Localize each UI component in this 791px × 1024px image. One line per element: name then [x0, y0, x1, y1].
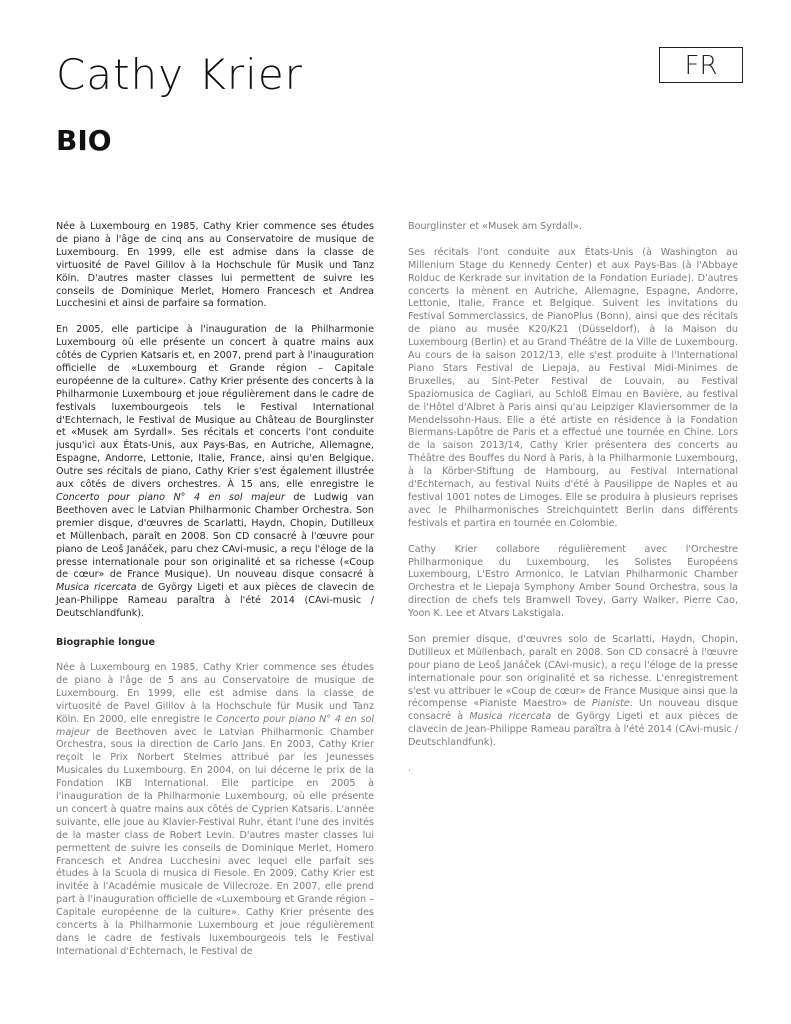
long-bio-text: . Un nouveau disque consacré à [408, 698, 738, 723]
work-title: Pianiste [591, 698, 630, 710]
section-title: BIO [56, 124, 112, 157]
long-bio-text: Son premier disque, d'œuvres solo de Scarlatti, Haydn, Chopin, Dutilleux et Müllenbach, paraît en 2008. Son CD consacré à l'œuvre pour piano de Leoš Janáček (CAvi-music), a reçu l'éloge de la presse internationale pour son originalité et sa richesse. L'enregistrement s'est vu attribuer le «Coup de cœur» de France Musique ainsi que la récompense «Pianiste Maestro» de [408, 633, 738, 710]
long-bio-paragraph-2: Ses récitals l'ont conduite aux États-Unis (à Washington au Millenium Stage du Kennedy Center) et aux Pays-Bas (à l'Abbaye Rolduc de Kerkrade sur invitation de la Fondation Euriade). D'autres concerts la mènent en Autriche, Allemagne, Espagne, Andorre, Lettonie, Italie, France et Belgique. Suivent les invitations du Festival Sommerclassics, de PianoPlus (Bonn), ainsi que des récitals de piano au musée K20/K21 (Düsseldorf), à la Maison du Luxembourg (Berlin) et au Grand Théâtre de la Ville de Luxembourg. Au cours de la saison 2012/13, elle s'est produite à l'International Piano Stars Festival de Liepaja, au Festival Midi-Minimes de Bruxelles, au Sint-Peter Festival de Louvain, au Festival Spaziomusica de Cagliari, au Schloß Elmau en Bavière, au festival de l'Hôtel d'Albret à Paris ainsi qu'au Leipziger Klaviersommer de la Mendelssohn-Haus. Elle a été artiste en résidence à la Fondation Biermans-Lapôtre de Paris et a effectué une tournée en Chine. Lors de la saison 2013/14, Cathy Krier présentera des concerts au Théâtre des Bouffes du Nord à Paris, à la Philharmonie Luxembourg, à la Körber-Stiftung de Hambourg, au Festival International d'Echternach, au festival Nuits d'été à Pausilippe de Naples et au festival 1001 notes de Limoges. Elle se produira à plusieurs reprises avec le Philharmonisches Streichquintett Berlin dans différents festivals et partira en tournée en Colombie. [408, 246, 738, 529]
long-bio-text: Née à Luxembourg en 1985, Cathy Krier commence ses études de piano à l'âge de 5 ans au Conservatoire de musique de Luxembourg. En 1999, elle est admise dans la classe de virtuosité de Pavel Gililov à la Hochschule für Musik und Tanz Köln. En 2000, elle enregistre le [56, 661, 374, 725]
work-title: Musica ricercata [469, 711, 552, 723]
long-bio-text: de György Ligeti et aux pièces de clavecin de Jean-Philippe Rameau paraîtra à l'été 2014 (CAvi-music / Deutschlandfunk). [408, 711, 738, 749]
short-bio-paragraph-2 [56, 324, 374, 621]
left-column [56, 221, 374, 972]
long-bio-paragraph-1 [56, 662, 374, 959]
long-bio-paragraph-4 [408, 634, 738, 750]
work-title: Concerto pour piano N° 4 en sol majeur [56, 492, 285, 504]
artist-name: Cathy Krier [56, 50, 303, 99]
short-bio-text: En 2005, elle participe à l'inauguration de la Philharmonie Luxembourg où elle présente un concert à quatre mains aux côtés de Cyprien Katsaris et, en 2007, prend part à l'inauguration officielle de «Luxembourg et Grande région – Capitale européenne de la culture». Cathy Krier présente des concerts à la Philharmonie Luxembourg et joue régulièrement dans le cadre de festivals luxembourgeois tels le Festival International d'Echternach, le Festival de Musique au Château de Bourglinster et «Musek am Syrdall». Ses récitals et concerts l'ont conduite jusqu'ici aux États-Unis, aux Pays-Bas, en Autriche, Allemagne, Espagne, Andorre, Lettonie, Italie, France, ainsi qu'en Belgique. Outre ses récitals de piano, Cathy Krier s'est également illustrée aux côtés de divers orchestres. À 15 ans, elle enregistre le [56, 324, 374, 491]
long-bio-text: de Beethoven avec le Latvian Philharmonic Chamber Orchestra, sous la direction de Carlo Jans. En 2003, Cathy Krier reçoit le Prix Norbert Stelmes attribué par les Jeunesses Musicales du Luxembourg. En 2004, on lui décerne le prix de la Fondation IKB International. Elle participe en 2005 à l'inauguration de la Philharmonie Luxembourg, où elle présente un concert à quatre mains aux côtés de Cyprien Katsaris. L'année suivante, elle joue au Klavier-Festival Ruhr, étant l'une des invités de la master class de Robert Levin. D'autres master classes lui permettent de suivre les conseils de Dominique Merlet, Homero Francesch et Andrea Lucchesini avec lequel elle parfait ses études à la Scuola di musica di Fiesole. En 2009, Cathy Krier est invitée à l'Académie musicale de Villecroze. En 2007, elle prend part à l'inauguration officielle de «Luxembourg et Grande région – Capitale européenne de la culture». Cathy Krier présente des concerts à la Philharmonie Luxembourg et joue régulièrement dans le cadre de festivals luxembourgeois tels le Festival International d'Echternach, le Festival de [56, 726, 374, 957]
work-title: Concerto pour piano N° 4 en sol majeur [56, 713, 374, 738]
long-bio-paragraph-1-continued: Bourglinster et «Musek am Syrdall». [408, 221, 582, 232]
short-bio-paragraph-1: Née à Luxembourg en 1985, Cathy Krier commence ses études de piano à l'âge de cinq ans au Conservatoire de musique de Luxembourg. En 1999, elle est admise dans la classe de virtuosité de Pavel Gililov à la Hochschule für Musik und Tanz Köln. D'autres master classes lui permettent de suivre les conseils de Dominique Merlet, Homero Francesch et Andrea Lucchesini et ainsi de parfaire sa formation. [56, 221, 374, 310]
short-bio-text: de Ludwig van Beethoven avec le Latvian Philharmonic Chamber Orchestra. Son premier disque, d'œuvres de Scarlatti, Haydn, Chopin, Dutilleux et Müllenbach, paraît en 2008. Son CD consacré à l'œuvre pour piano de Leoš Janáček, paru chez CAvi-music, a reçu l'éloge de la presse internationale pour son originalité et sa richesse («Coup de cœur» de France Musique). Un nouveau disque consacré à [56, 492, 374, 581]
long-bio-paragraph-3: Cathy Krier collabore régulièrement avec l'Orchestre Philharmonique du Luxembourg, les Solistes Européens Luxembourg, L'Estro Armonico, le Latvian Philharmonic Chamber Orchestra et le Liepaja Symphony Amber Sound Orchestra, sous la direction de chefs tels Bramwell Tovey, Garry Walker, Pierre Cao, Yoon K. Lee et Atvars Lakstigala. [408, 543, 738, 620]
trailing-mark: . [408, 763, 412, 774]
language-badge[interactable]: FR [659, 47, 743, 83]
long-bio-heading: Biographie longue [56, 637, 156, 649]
right-column [408, 221, 738, 789]
work-title: Musica ricercata [56, 582, 137, 594]
short-bio-text: de György Ligeti et aux pièces de clavecin de Jean-Philippe Rameau paraîtra à l'été 2014 (CAvi-music / Deutschlandfunk). [56, 582, 374, 620]
